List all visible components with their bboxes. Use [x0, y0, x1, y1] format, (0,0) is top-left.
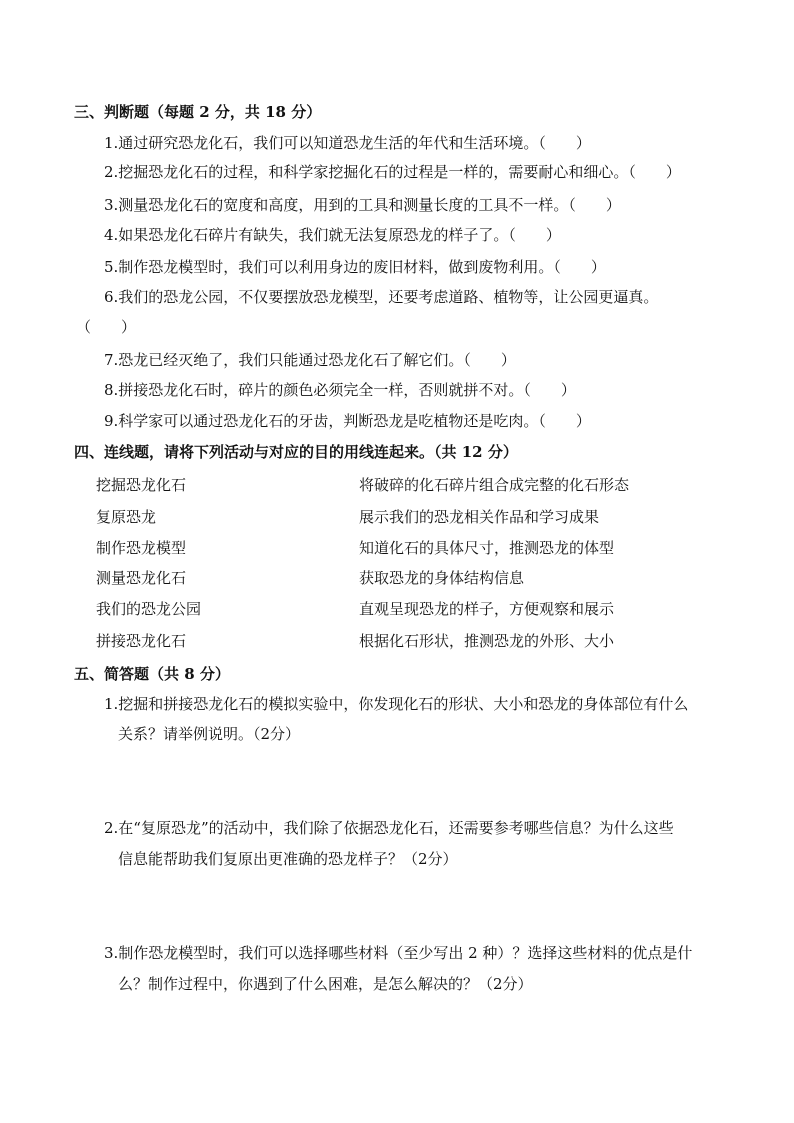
short-answer-1-line2: 关系？请举例说明。（2分） [118, 725, 301, 743]
match-activity-1: 挖掘恐龙化石 [96, 476, 187, 494]
judge-question-7: 7.恐龙已经灭绝了，我们只能通过恐龙化石了解它们。（ ） [104, 351, 516, 369]
judge-question-2: 2.挖掘恐龙化石的过程，和科学家挖掘化石的过程是一样的，需要耐心和细心。（ ） [104, 163, 681, 181]
judge-question-6: 6.我们的恐龙公园，不仅要摆放恐龙模型，还要考虑道路、植物等，让公园更逼真。 [104, 288, 659, 306]
judge-question-4: 4.如果恐龙化石碎片有缺失，我们就无法复原恐龙的样子了。（ ） [104, 226, 561, 244]
section3-title: 三、判断题（每题 2 分，共 18 分） [74, 103, 322, 121]
judge-question-3: 3.测量恐龙化石的宽度和高度，用到的工具和测量长度的工具不一样。（ ） [104, 196, 621, 214]
section5-title: 五、简答题（共 8 分） [74, 665, 230, 683]
short-answer-1-line1: 1.挖掘和拼接恐龙化石的模拟实验中，你发现化石的形状、大小和恐龙的身体部位有什么 [104, 695, 689, 713]
match-activity-5: 我们的恐龙公园 [96, 600, 202, 618]
judge-question-8: 8.拼接恐龙化石时，碎片的颜色必须完全一样，否则就拼不对。（ ） [104, 381, 576, 399]
short-answer-3-line1: 3.制作恐龙模型时，我们可以选择哪些材料（至少写出 2 种）？选择这些材料的优点是什 [104, 944, 693, 962]
match-purpose-2: 展示我们的恐龙相关作品和学习成果 [359, 508, 600, 526]
match-purpose-3: 知道化石的具体尺寸，推测恐龙的体型 [359, 539, 615, 557]
short-answer-2-line1: 2.在“复原恐龙”的活动中，我们除了依据恐龙化石，还需要参考哪些信息？为什么这些 [104, 819, 674, 837]
match-purpose-6: 根据化石形状，推测恐龙的外形、大小 [359, 632, 615, 650]
short-answer-3-line2: 么？制作过程中，你遇到了什么困难，是怎么解决的？（2分） [118, 975, 533, 993]
match-activity-4: 测量恐龙化石 [96, 569, 187, 587]
judge-question-6-bracket: （ ） [76, 318, 137, 336]
match-purpose-4: 获取恐龙的身体结构信息 [359, 569, 525, 587]
match-purpose-1: 将破碎的化石碎片组合成完整的化石形态 [359, 476, 630, 494]
judge-question-9: 9.科学家可以通过恐龙化石的牙齿，判断恐龙是吃植物还是吃肉。（ ） [104, 412, 591, 430]
judge-question-1: 1.通过研究恐龙化石，我们可以知道恐龙生活的年代和生活环境。（ ） [104, 134, 591, 152]
match-purpose-5: 直观呈现恐龙的样子，方便观察和展示 [359, 600, 615, 618]
short-answer-2-line2: 信息能帮助我们复原出更准确的恐龙样子？（2分） [118, 850, 458, 868]
section4-title: 四、连线题，请将下列活动与对应的目的用线连起来。（共 12 分） [74, 443, 518, 461]
match-activity-6: 拼接恐龙化石 [96, 632, 187, 650]
match-activity-2: 复原恐龙 [96, 508, 157, 526]
match-activity-3: 制作恐龙模型 [96, 539, 187, 557]
judge-question-5: 5.制作恐龙模型时，我们可以利用身边的废旧材料，做到废物利用。（ ） [104, 258, 606, 276]
